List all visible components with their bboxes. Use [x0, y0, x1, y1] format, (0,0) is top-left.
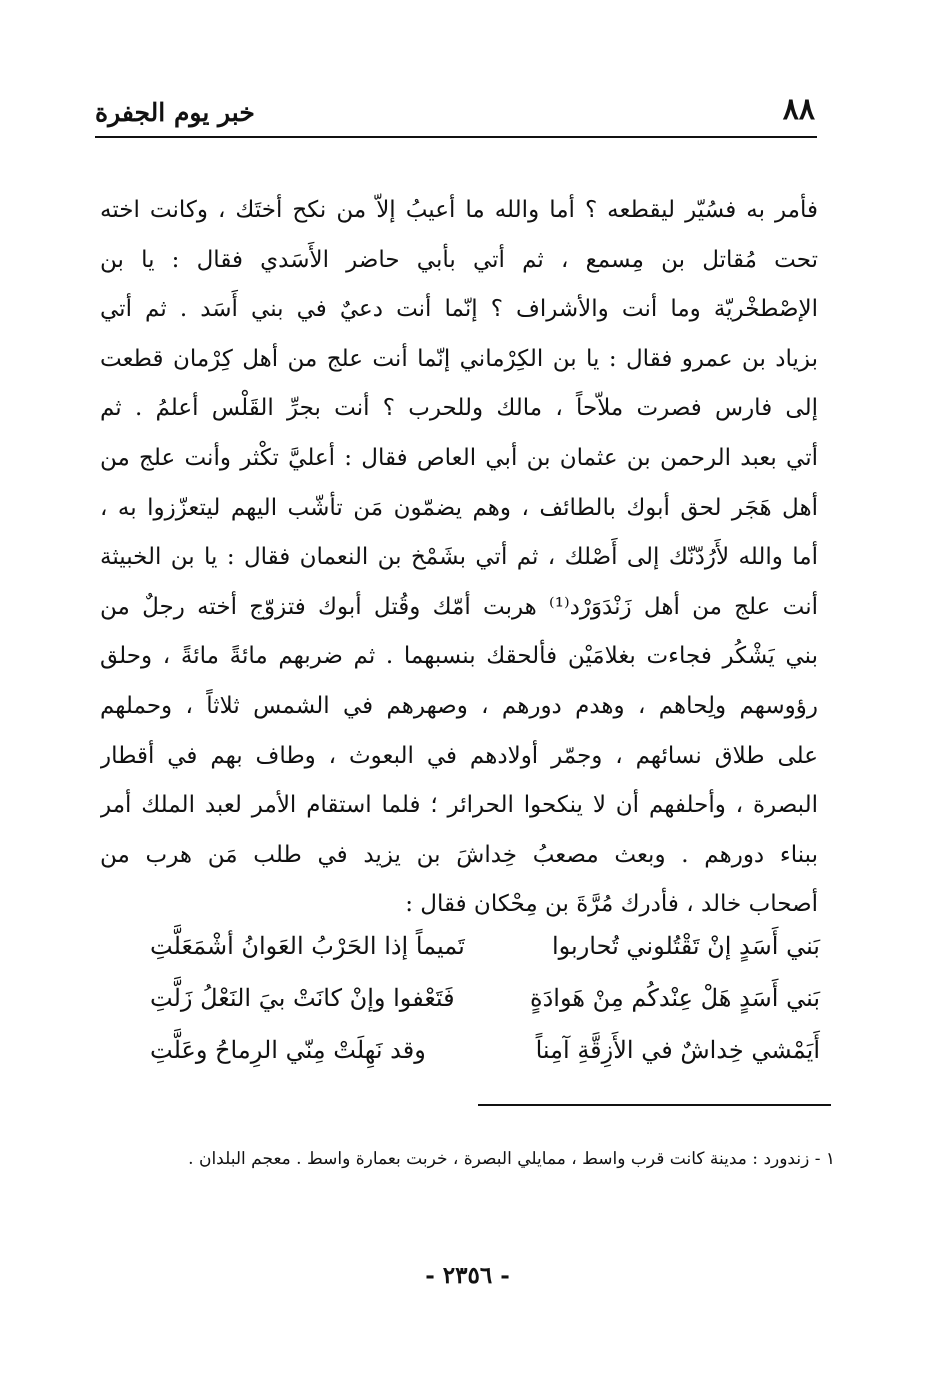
verse-second-hemistich: وقد نَهِلَتْ مِنّي الرِماحُ وعَلَّتِ [150, 1036, 426, 1064]
text-line: أنت علج من أهل زَنْدَوَرْد⁽¹⁾ هربت أمّك وقُتل أبوك فتزوّج أخته رجلٌ من [100, 593, 818, 620]
text-line: على طلاق نسائهم ، وجمّر أولادهم في البعوث ، وطاف بهم في أقطار [100, 742, 818, 769]
poem [150, 920, 820, 1076]
verse-first-hemistich: بَني أَسَدٍ إنْ تَقْتُلوني تُحاربوا [551, 932, 820, 960]
verse-second-hemistich: فَتَعْفوا وإنْ كانَتْ بيَ النَعْلُ زَلَّتِ [150, 984, 455, 1012]
text-line: الإصْطخْريّة وما أنت والأشراف ؟ إنّما أنت دعيٌ في بني أَسَد . ثم أتي [100, 296, 818, 323]
main-text [100, 186, 818, 930]
text-line: رؤوسهم ولِحاهم ، وهدم دورهم ، وصهرهم في الشمس ثلاثاً ، وحملهم [100, 692, 818, 719]
text-line: أما والله لأَرُدّنّك إلى أَصْلك ، ثم أتي بشَمْخ بن النعمان فقال : يا بن الخبيثة [100, 544, 818, 571]
footnote-rule [478, 1104, 831, 1106]
poem-verse [150, 920, 820, 972]
text-line: أتي بعبد الرحمن بن عثمان بن أبي العاص فقال : أعليَّ تكْثر وأنت علج من [100, 444, 818, 471]
header-rule [95, 136, 817, 138]
text-line: أصحاب خالد ، فأدرك مُرَّةَ بن مِحْكان فقال : [405, 891, 818, 918]
poem-verse [150, 1024, 820, 1076]
page-header [95, 88, 815, 134]
text-line: ببناء دورهم . وبعث مصعبُ خِداشَ بن يزيد في طلب مَن هرب من [100, 841, 818, 868]
running-title: خبر يوم الجفرة [95, 98, 255, 127]
text-line: تحت مُقاتل بن مِسمع ، ثم أتي بأبي حاضر الأَسَدي فقال : يا بن [100, 246, 818, 273]
text-line: إلى فارس فصرت ملاّحاً ، مالك وللحرب ؟ أنت بجرِّ القَلْس أعلمُ . ثم [100, 395, 818, 422]
text-line: فأمر به فسُيّر ليقطعه ؟ أما والله ما أعيبُ إلاّ من نكح أختَك ، وكانت اخته [100, 197, 818, 223]
text-line: أهل هَجَر لحق أبوك بالطائف ، وهم يضمّون مَن تأشّب اليهم ليتعزّزوا به ، [100, 494, 818, 521]
page-number-top: ٨٨ [782, 92, 815, 127]
verse-second-hemistich: تَميماً إذا الحَرْبُ العَوانُ أشْمَعَلَّتِ [150, 932, 465, 960]
verse-first-hemistich: بَني أَسَدٍ هَلْ عِنْدكُم مِنْ هَوادَةٍ [530, 984, 820, 1012]
verse-first-hemistich: أَيَمْشي خِداشٌ في الأَزِقَّةِ آمِناً [535, 1036, 820, 1064]
page-number-bottom: - ٢٣٥٦ - [425, 1262, 510, 1289]
poem-verse [150, 972, 820, 1024]
text-line: بزياد بن عمرو فقال : يا بن الكِرْماني إنّما أنت علج من أهل كِرْمان قطعت [100, 345, 818, 372]
text-line: بني يَشْكُر فجاءت بغلامَيْن فألحقك بنسبهما . ثم ضربهم مائةً مائةً ، وحلق [100, 643, 818, 670]
footnote: ١ - زندورد : مدينة كانت قرب واسط ، ممايلي البصرة ، خربت بعمارة واسط . معجم البلدان . [188, 1149, 835, 1169]
text-line: البصرة ، وأحلفهم أن لا ينكحوا الحرائر ؛ فلما استقام الأمر لعبد الملك أمر [100, 792, 818, 819]
